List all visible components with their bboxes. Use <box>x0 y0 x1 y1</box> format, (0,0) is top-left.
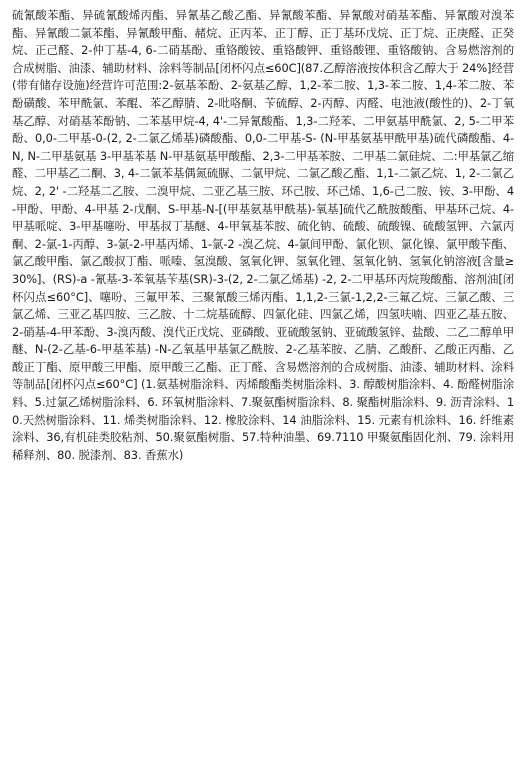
body-paragraph: 硫氰酸苯酯、异硫氰酸烯丙酯、异氰基乙酸乙酯、异氰酸苯酯、异氰酸对硝基苯酯、异氰酸对溴苯酯、异氰酸二氯苯酯、异氰酸甲酯、赭烷、正丙苯、正丁醇、正丁基环戊烷、正丁烷、正庚醛、正癸烷、正己醛、2-仲丁基-4, 6-二硝基酚、重铬酸铵、重铬酸钾、重铬酸锂、重铬酸钠、含易燃溶剂的合成树脂、油漆、辅助材料、涂料等制品[闭杯闪点≤60C](87.乙醇溶液按体积含乙醇大于 24%]经营(带有储存设施)经营许可范围:2-氨基苯酚、2-氨基乙醇、1,2-苯二胺、1,3-苯二胺、1,4-苯二胺、苯酚磺酸、苯甲酰氯、苯醌、苯乙醇腈、2-吡咯酮、苄硫醇、2-丙醇、丙醛、电池液(酸性的)、2-丁氧基乙醇、对硝基苯酚钠、二苯基甲烷-4, 4'-二异氰酸酯、1,3-二羟苯、二甲氨基甲酰氯、2, 5-二甲苯酚、0,0-二甲基-0-(2, 2-二氯乙烯基)磷酸酯、0,0-二甲基-S- (N-甲基氨基甲酰甲基)硫代磷酸酯、4-N, N-二甲基氨基 3-甲基苯基 N-甲基氨基甲酸酯、2,3-二甲基苯胺、二甲基二氯硅烷、二:甲基氯乙缩醛、二甲基乙二酮、3, 4-二氯苯基偶氮硫脲、二氯甲烷、二氯乙酸乙酯、1,1-二氯乙烷、1, 2-二氯乙烷、2, 2' -二羟基二乙胺、二溴甲烷、二亚乙基三胺、环己胺、环己烯、1,6-己二胺、铵、3-甲酚、4-甲酚、甲酚、4-甲基 2-戊酮、S-甲基-N-[(甲基氨基甲酰基)-氧基]硫代乙酰胺酸酯、甲基环己烷、4-甲基哌啶、3-甲基噻吩、甲基叔丁基醚、4-甲氧基苯胺、硫化钠、硫酸、硫酸镍、硫酸氢钾、六氯丙酮、2-氯-1-丙醇、3-氯-2-甲基丙烯、1-氯-2 -溴乙烷、4-氯间甲酚、氯化钡、氯化镍、氯甲酸苄酯、氯乙酸甲酯、氯乙酸叔丁酯、哌嗪、氢溴酸、氢氧化钾、氢氧化锂、氢氧化钠、氢氧化钠溶液[含量≥30%]、(RS)-a -氰基-3-苯氧基苄基(SR)-3-(2, 2-二氯乙烯基) -2, 2-二甲基环丙烷羧酸酯、溶剂油[闭杯闪点≤60°C]、噻吩、三氟甲苯、三聚氰酸三烯丙酯、1,1,2-三氯-1,2,2-三氟乙烷、三氯乙酸、三氯乙烯、三亚乙基四胺、三乙胺、十二烷基硫醇、四氯化硅、四氯乙烯，四氢呋喃、四亚乙基五胺、2-硝基-4-甲苯酚、3-溴丙酸、溴代正戊烷、亚磷酸、亚硫酸氢钠、亚硫酸氢锌、盐酸、二乙二醇单甲醚、N-(2-乙基-6-甲基苯基) -N-乙氧基甲基氯乙酰胺、2-乙基苯胺、乙腈、乙酸酐、乙酸正丙酯、乙酸正丁酯、原甲酸三甲酯、原甲酸三乙酯、正丁醛、含易燃溶剂的合成树脂、油漆、辅助材料、涂料等制品[闭杯闪点≤60°C] (1.氨基树脂涂料、丙烯酸酯类树脂涂料、3. 醇酸树脂涂料、4. 酚醛树脂涂料、5.过氯乙烯树脂涂料、6. 环氧树脂涂料、7.聚氨酯树脂涂料、8. 聚酯树脂涂料、9. 沥青涂料、10.天然树脂涂料、11. 烯类树脂涂料、12. 橡胶涂料、14 油脂涂料、15. 元素有机涂料、16. 纤维素涂料、36,有机硅类胶粘剂、50.聚氨酯树脂、57.特种油墨、69.7110 甲聚氨酯固化剂、79. 涂料用稀释剂、80. 脱漆剂、83. 香蕉水) <box>12 8 514 462</box>
document-body <box>12 7 514 464</box>
